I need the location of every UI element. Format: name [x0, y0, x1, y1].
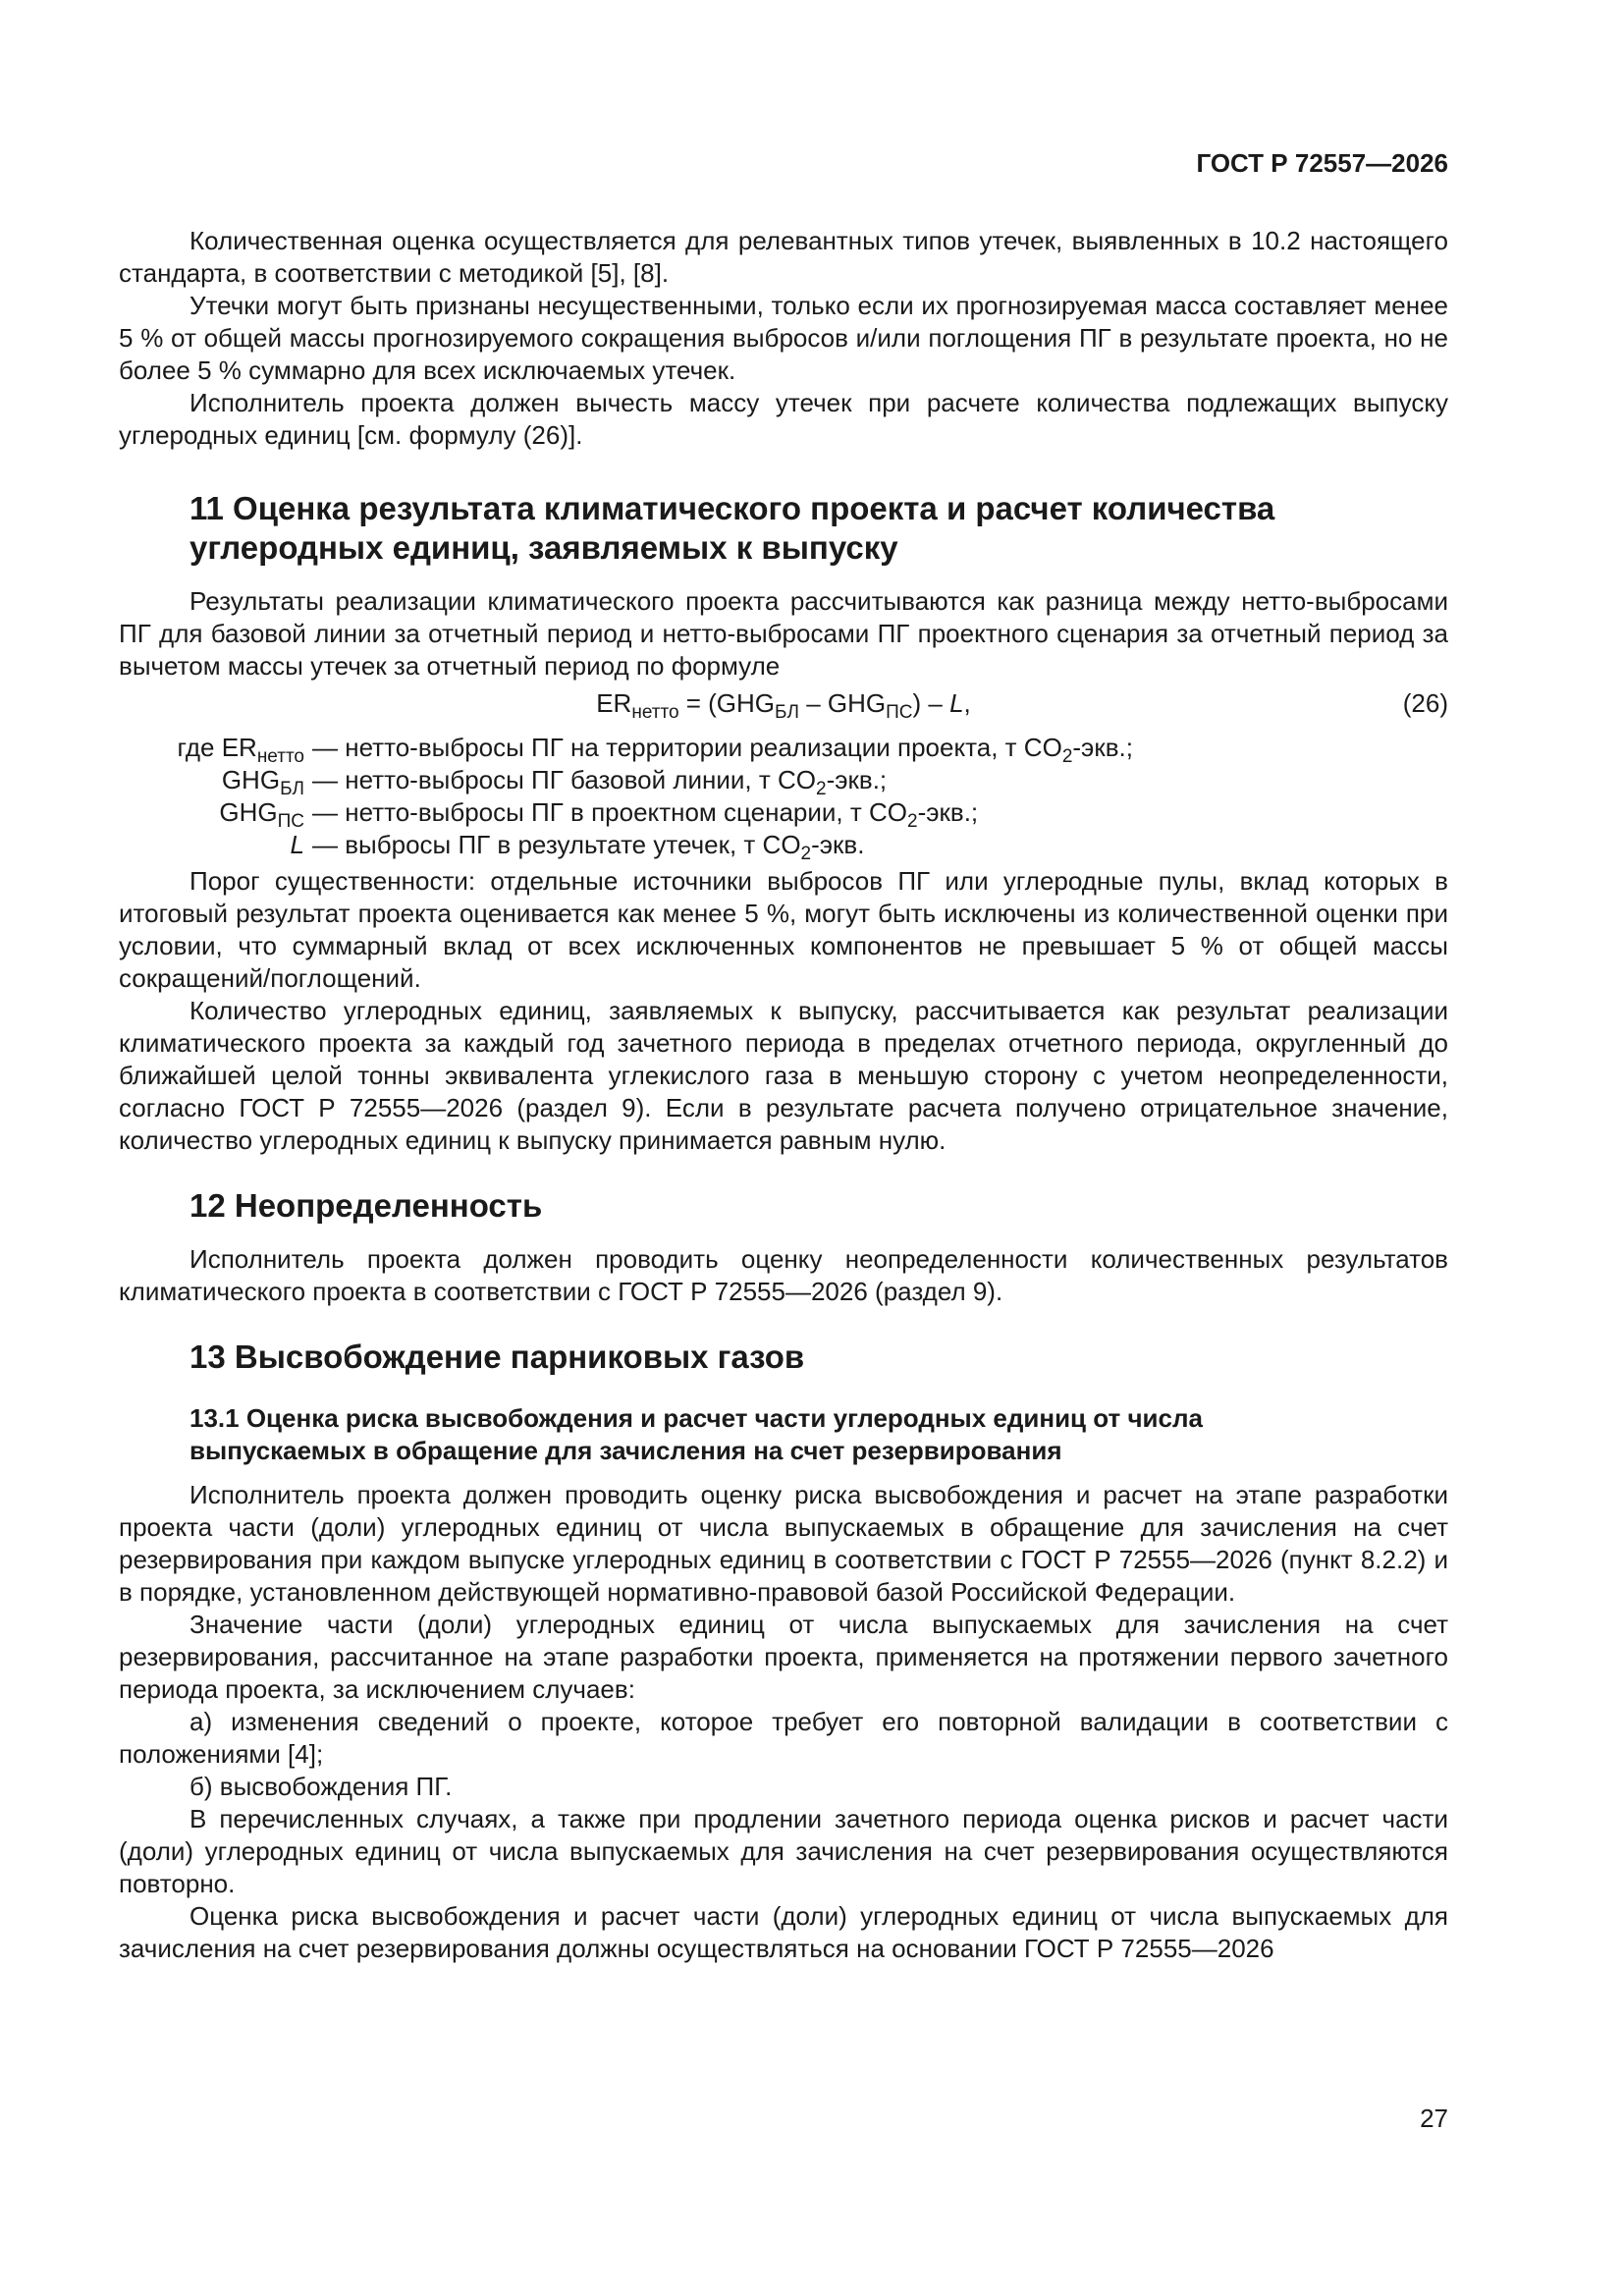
definition-row: [119, 829, 1448, 864]
paragraph: Оценка риска высвобождения и расчет части (доли) углеродных единиц от числа выпускаемых для зачисления на счет резервирования должны осуществляться на основании ГОСТ Р 72555—2026: [119, 1901, 1448, 1963]
formula-part: = (GHG: [678, 688, 776, 718]
co2-sub: 2: [907, 811, 918, 832]
paragraph: Порог существенности: отдельные источники выбросов ПГ или углеродные пулы, вклад которых в итоговый результат проекта оценивается как менее 5 %, могут быть исключены из количественной оценки при условии, что суммарный вклад от всех исключенных компонентов не превышает 5 % от общей массы сокращений/поглощений.: [119, 866, 1448, 993]
symbol-text: L: [290, 830, 304, 859]
paragraph: Исполнитель проекта должен проводить оценку риска высвобождения и расчет на этапе разработки проекта части (доли) углеродных единиц от числа выпускаемых в обращение для зачисления на счет резервирования при каждом выпуске углеродных единиц в соответствии с ГОСТ Р 72555—2026 (пункт 8.2.2) и в порядке, установленном действующей нормативно-правовой базой Российской Федерации.: [119, 1480, 1448, 1607]
def-text: -экв.;: [826, 765, 888, 794]
definition-symbol: [119, 732, 304, 767]
paragraph: Количественная оценка осуществляется для релевантных типов утечек, выявленных в 10.2 настоящего стандарта, в соответствии с методикой [5], [8].: [119, 226, 1448, 288]
paragraph: Утечки могут быть признаны несущественными, только если их прогнозируемая масса составляет менее 5 % от общей массы прогнозируемого сокращения выбросов и/или поглощения ПГ в результате проекта, но не более 5 % суммарно для всех исключаемых утечек.: [119, 291, 1448, 385]
symbol-text: GHG: [221, 765, 281, 794]
formula-sub: БЛ: [775, 702, 799, 723]
subsection-heading-line2: выпускаемых в обращение для зачисления на счет резервирования: [189, 1436, 1062, 1465]
co2-sub: 2: [1061, 746, 1073, 767]
list-item-a: а) изменения сведений о проекте, которое требует его повторной валидации в соответствии с положениями [4];: [119, 1707, 1448, 1769]
definition-row: [119, 732, 1448, 767]
formula-var: L: [949, 688, 964, 718]
definition-row: [119, 796, 1448, 832]
document-header-id: ГОСТ Р 72557—2026: [1196, 148, 1448, 178]
formula-part: ,: [963, 688, 971, 718]
paragraph: Результаты реализации климатического проекта рассчитываются как разница между нетто-выбросами ПГ для базовой линии за отчетный период и нетто-выбросами ПГ проектного сценария за отчетный период за вычетом массы утечек за отчетный период по формуле: [119, 586, 1448, 681]
section-11-heading-line2: углеродных единиц, заявляемых к выпуску: [189, 529, 898, 566]
paragraph: В перечисленных случаях, а также при продлении зачетного периода оценка рисков и расчет части (доли) углеродных единиц от числа выпускаемых для зачисления на счет резервирования осуществляются повторно.: [119, 1804, 1448, 1898]
formula-26: [119, 683, 1448, 724]
section-13-heading: 13 Высвобождение парниковых газов: [189, 1339, 805, 1375]
def-text: — нетто-выбросы ПГ базовой линии, т CO: [312, 765, 816, 794]
subsection-heading-line1: 13.1 Оценка риска высвобождения и расчет части углеродных единиц от числа: [189, 1403, 1203, 1433]
def-text: -экв.;: [1072, 733, 1133, 762]
formula-part: – GHG: [798, 688, 887, 718]
definition-symbol: [119, 829, 304, 861]
definition-text: [304, 764, 888, 799]
def-text: -экв.;: [917, 797, 979, 827]
definition-symbol: [119, 764, 304, 799]
paragraph: Количество углеродных единиц, заявляемых к выпуску, рассчитывается как результат реализации климатического проекта за каждый год зачетного периода в пределах отчетного периода, округленный до ближайшей целой тонны эквивалента углекислого газа в меньшую сторону с учетом неопределенности, согласно ГОСТ Р 72555—2026 (раздел 9). Если в результате расчета получено отрицательное значение, количество углеродных единиц к выпуску принимается равным нулю.: [119, 996, 1448, 1155]
co2-sub: 2: [800, 844, 812, 864]
paragraph: Исполнитель проекта должен вычесть массу утечек при расчете количества подлежащих выпуску углеродных единиц [см. формулу (26)].: [119, 388, 1448, 450]
page-number: 27: [1420, 2104, 1448, 2133]
paragraph: Значение части (доли) углеродных единиц от числа выпускаемых для зачисления на счет резервирования, рассчитанное на этапе разработки проекта, применяется на протяжении первого зачетного периода проекта, за исключением случаев:: [119, 1610, 1448, 1704]
section-11-heading-line1: 11 Оценка результата климатического проекта и расчет количества: [189, 490, 1275, 526]
symbol-sub: нетто: [256, 746, 304, 767]
formula-lhs-sub: нетто: [631, 702, 679, 723]
document-body: [119, 225, 1448, 1965]
formula-expression: [119, 683, 1448, 724]
formula-number: (26): [1402, 688, 1448, 718]
symbol-text: ER: [221, 733, 257, 762]
definition-symbol: [119, 796, 304, 832]
def-text: — выбросы ПГ в результате утечек, т CO: [312, 830, 801, 859]
where-lead: где: [177, 733, 215, 762]
def-text: — нетто-выбросы ПГ в проектном сценарии, т CO: [312, 797, 907, 827]
definition-row: [119, 764, 1448, 799]
paragraph: Исполнитель проекта должен проводить оценку неопределенности количественных результатов климатического проекта в соответствии с ГОСТ Р 72555—2026 (раздел 9).: [119, 1244, 1448, 1306]
definition-text: [304, 796, 979, 832]
def-text: — нетто-выбросы ПГ на территории реализации проекта, т CO: [312, 733, 1062, 762]
definition-text: [304, 829, 865, 864]
formula-part: ) –: [912, 688, 950, 718]
subsection-13-1-heading: [119, 1402, 1448, 1467]
co2-sub: 2: [816, 779, 827, 799]
formula-lhs: ER: [596, 688, 632, 718]
symbol-text: GHG: [219, 797, 278, 827]
definition-text: [304, 732, 1133, 767]
symbol-sub: ПС: [277, 811, 304, 832]
formula-sub: ПС: [886, 702, 913, 723]
definitions-list: [119, 732, 1448, 864]
list-item-b: б) высвобождения ПГ.: [189, 1772, 453, 1801]
symbol-sub: БЛ: [280, 779, 304, 799]
section-12-heading: 12 Неопределенность: [189, 1187, 543, 1224]
section-11-heading: [119, 489, 1448, 568]
def-text: -экв.: [811, 830, 865, 859]
